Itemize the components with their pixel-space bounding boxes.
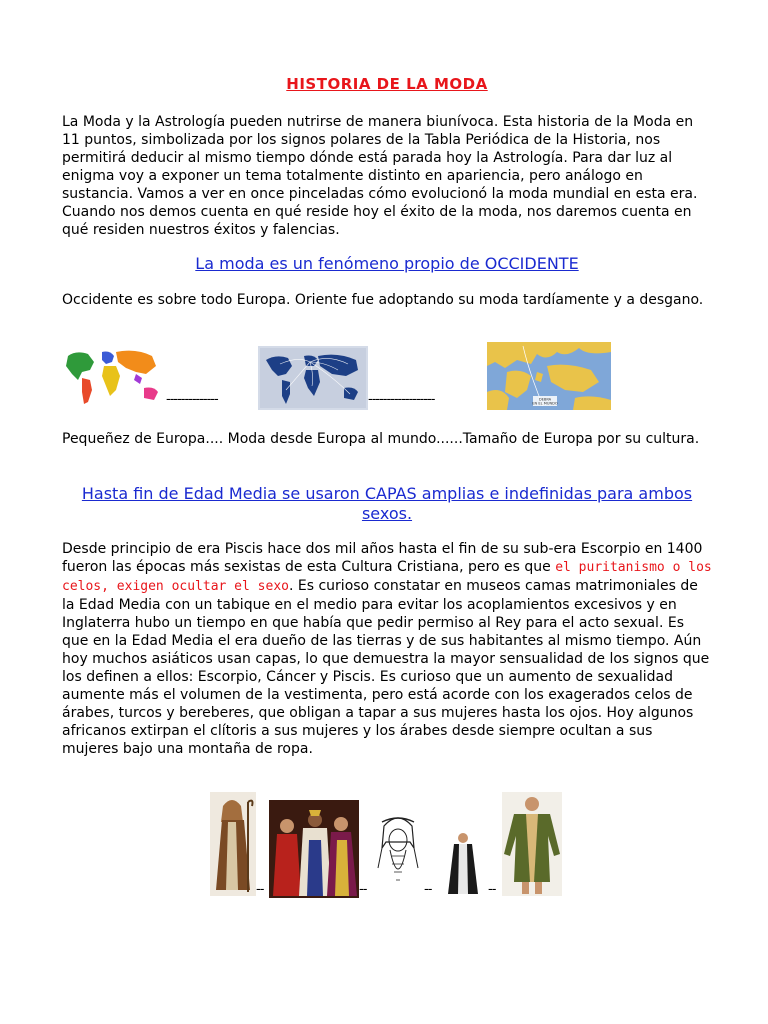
europe-map-image	[487, 342, 611, 410]
section-heading-occidente[interactable]: La moda es un fenómeno propio de OCCIDENTE	[195, 254, 579, 273]
shepherd-robe-image	[210, 792, 256, 896]
world-map-blue-image	[258, 346, 368, 410]
maps-caption: Pequeñez de Europa.... Moda desde Europa al mundo......Tamaño de Europa por su cultura.	[62, 431, 700, 447]
page-title: HISTORIA DE LA MODA	[286, 75, 488, 93]
green-tunic-figure-image	[502, 792, 562, 896]
capas-text-before: Desde principio de era Piscis hace dos mil años hasta el fin de su sub-era Escorpio en 1400 fueron las épocas más sexistas de esta Cultura Cristiana, pero es que	[62, 541, 703, 575]
capas-text-after: . Es curioso constatar en museos camas matrimoniales de la Edad Media con un tabique en el medio para evitar los acoplamientos excesivos y en Inglaterra hubo un tiempo en que había que pedir permiso al Rey para el acto sexual. Es que en la Edad Media el era dueño de las tierras y de sus habitantes al mismo tiempo. Aún hoy muchos asiáticos usan capas, lo que demuestra la mayor sensualidad de los signos que los definen a ellos: Escorpio, Cáncer y Piscis. Es curioso que un aumento de sexualidad aumente más el volumen de la vestimenta, pero está acorde con los exagerados celos de árabes, turcos y bereberes, que obligan a tapar a sus mujeres hasta los ojos. Hoy algunos africanos extirpan el clítoris a sus mujeres y los árabes desde siempre ocultan a sus mujeres bajo una montaña de ropa.	[62, 578, 710, 757]
map-label: DEBRA	[538, 397, 552, 402]
map-separator: ------------------	[368, 392, 435, 407]
small-caped-figure-image	[446, 830, 480, 896]
maps-row	[62, 340, 712, 415]
three-kings-image	[269, 800, 359, 898]
world-map-colored-image	[62, 346, 166, 408]
capas-highlight: el puritanismo o los celos, exigen ocultar el sexo	[62, 560, 712, 594]
figure-separator: --	[359, 882, 367, 897]
figure-separator: --	[256, 882, 264, 897]
figure-separator: --	[424, 882, 432, 897]
section-heading-capas[interactable]: Hasta fin de Edad Media se usaron CAPAS amplias e indefinidas para ambos sexos.	[81, 484, 693, 523]
capas-paragraph	[62, 540, 712, 758]
intro-paragraph: La Moda y la Astrología pueden nutrirse de manera biunívoca. Esta historia de la Moda en 11 puntos, simbolizada por los signos polares de la Tabla Periódica de la Historia, nos permitirá deducir al mismo tiempo dónde está parada hoy la Astrología. Para dar luz al enigma voy a exponer un tema totalmente distinto en apariencia, pero análogo en sustancia. Vamos a ver en once pinceladas cómo evolucionó la moda mundial en esta era. Cuando nos demos cuenta en qué reside hoy el éxito de la moda, nos daremos cuenta en qué residen nuestros éxitos y falencias.	[62, 114, 698, 238]
map-label: EN EL MUNDO	[532, 401, 558, 406]
map-separator: --------------	[166, 392, 218, 407]
headdress-drawing-image	[374, 808, 422, 894]
figures-row	[62, 790, 712, 900]
occidente-paragraph: Occidente es sobre todo Europa. Oriente fue adoptando su moda tardíamente y a desgano.	[62, 292, 704, 308]
figure-separator: --	[488, 882, 496, 897]
